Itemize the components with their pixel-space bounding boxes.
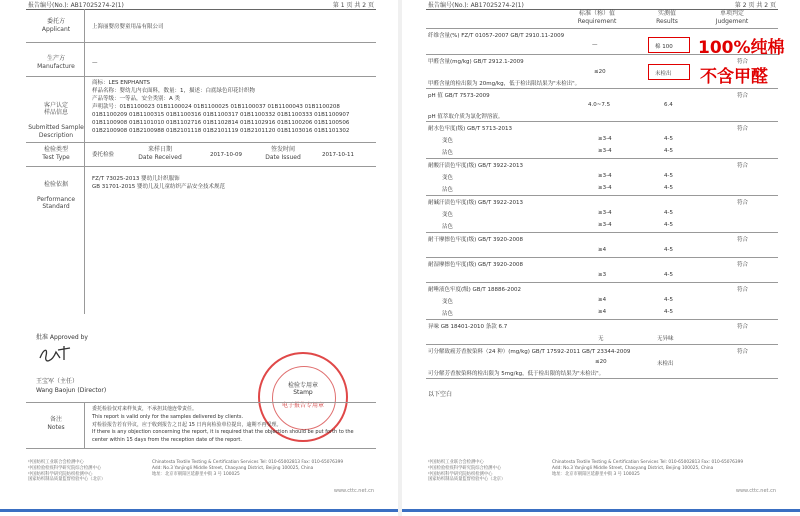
notes-divider <box>84 402 85 448</box>
divider <box>426 257 778 258</box>
row-fiber-result: 棉 100 <box>655 44 673 50</box>
report-number: 报告编号(No.): AB17025274-2(1) <box>428 2 524 9</box>
sub-label: 变色 <box>442 175 454 181</box>
signature <box>38 344 74 368</box>
sub-result: 4-5 <box>664 247 673 253</box>
label-column-divider <box>84 9 85 314</box>
sub-label: 沾色 <box>442 150 454 156</box>
divider <box>426 28 778 29</box>
report-page-2 <box>402 0 800 516</box>
divider <box>426 282 778 283</box>
director-name: 王宝军（主任） Wang Baojun (Director) <box>36 378 107 394</box>
sub-req: ≥3-4 <box>598 222 612 228</box>
footer-logo: www.cttc.net.cn <box>735 488 776 494</box>
sample-line: 产品等级：一等品，安全类别：A 类 <box>92 95 181 102</box>
sub-label: 沾色 <box>442 311 454 317</box>
sub-req: ≥3-4 <box>598 210 612 216</box>
footer-contact: Chinatesta Textile Testing & Certification Services Tel: 010-65002813 Fax: 010-65076399 Add: No.3 Yanjingli Middle Street, Chaoyang District, Beijing 100025, China 地址：北京市朝阳区延静里中街 3 号 100025 <box>552 460 744 477</box>
row-saliva-item: 耐唾液色牢度(级) GB/T 18886-2002 <box>428 287 522 293</box>
footer-bar <box>0 509 398 512</box>
sub-req: ≥4 <box>598 247 607 253</box>
sample-line: 商标：LES ENPHANTS <box>92 80 151 86</box>
row-formaldehyde-result: 未检出 <box>655 71 672 77</box>
sample-description <box>92 80 382 136</box>
sub-result: 4-5 <box>664 173 673 179</box>
standard-line: FZ/T 73025-2013 婴幼儿针织服饰 <box>92 176 180 182</box>
sub-result: 4-5 <box>664 136 673 142</box>
row-formaldehyde-item: 甲醛含量(mg/kg) GB/T 2912.1-2009 <box>428 59 524 65</box>
row-odor-item: 异味 GB 18401-2010 条款 6.7 <box>428 324 508 330</box>
sub-req: ≥3-4 <box>598 173 612 179</box>
manufacturer-value: — <box>92 60 98 66</box>
row-formaldehyde-note: 甲醛含量的检出限为 20mg/kg，低于检出限结果为"未检出"。 <box>428 81 581 87</box>
row-formaldehyde-req: ≤20 <box>594 69 606 75</box>
sample-line: 01B2100908 01B2100988 01B2101118 01B2101119 01B2101120 01B1103016 01B1101302 <box>92 127 350 134</box>
sub-label: 变色 <box>442 138 454 144</box>
divider <box>426 378 778 379</box>
sample-line: 01B1100908 01B1101010 01B1102716 01B1102814 01B1102916 01B1100206 01B1100506 <box>92 119 350 126</box>
test-type-label: 检验类型 Test Type <box>42 146 70 161</box>
row-ph-req: 4.0~7.5 <box>588 102 611 108</box>
row-odor-judge: 符合 <box>737 324 749 330</box>
standard-label: 检验依据 Performance Standard <box>36 180 76 210</box>
row-dry-rub-judge: 符合 <box>737 237 749 243</box>
footer-contact: Chinatesta Textile Testing & Certification Services Tel: 010-65002813 Fax: 010-65076399 Add: No.3 Yanjingli Middle Street, Chaoyang District, Beijing 100025, China 地址：北京市朝阳区延静里中街 3 号 100025 <box>152 460 344 477</box>
divider <box>26 402 376 403</box>
date-received-label: 来样日期 Date Received <box>138 146 182 161</box>
sub-result: 4-5 <box>664 185 673 191</box>
row-ph-note: pH 值萃取介质为氯化钾溶液。 <box>428 114 504 120</box>
applicant-value: 上海丽婴房婴童用品有限公司 <box>92 24 164 30</box>
sub-label: 沾色 <box>442 224 454 230</box>
col-results: 实测值 Results <box>656 10 678 25</box>
row-ph-judge: 符合 <box>737 93 749 99</box>
divider <box>26 166 376 167</box>
sub-req: ≥3 <box>598 272 607 278</box>
row-dry-rub-item: 耐干摩擦色牢度(级) GB/T 3920-2008 <box>428 237 524 243</box>
sub-result: 4-5 <box>664 309 673 315</box>
divider <box>426 121 778 122</box>
standard-line: GB 31701-2015 婴幼儿及儿童纺织产品安全技术规范 <box>92 183 226 190</box>
row-wet-rub-judge: 符合 <box>737 262 749 268</box>
col-requirement: 标准（称）值 Requirement <box>577 10 617 25</box>
footer-orgs: 中国纺织工业联合会检测中心 中国检验检疫科学研究院综合检测中心 中国纺织科学研究院纺织检测中心 国家纺织制品质量监督检验中心（北京） <box>428 460 506 483</box>
row-odor-req: 无 <box>598 336 604 342</box>
row-fiber-req: — <box>592 42 598 48</box>
row-water-judge: 符合 <box>737 126 749 132</box>
stamp-label: 检验专用章 Stamp <box>287 382 318 396</box>
row-saliva-judge: 符合 <box>737 287 749 293</box>
row-azo-judge: 符合 <box>737 349 749 355</box>
sub-req: ≥3-4 <box>598 185 612 191</box>
row-fiber-item: 纤维含量(%) FZ/T 01057-2007 GB/T 2910.11-2009 <box>428 33 565 39</box>
test-type-value: 委托检验 <box>92 152 115 158</box>
notes-label: 备注 Notes <box>47 416 65 431</box>
divider <box>26 76 376 77</box>
row-alkali-judge: 符合 <box>737 200 749 206</box>
highlight-formaldehyde-box <box>648 64 690 80</box>
divider <box>26 142 376 143</box>
row-azo-result: 未检出 <box>657 361 674 367</box>
sample-line: 样品名称：婴幼儿内衣面料，数量：1，描述：白底绿色印花针织物 <box>92 87 256 94</box>
row-odor-result: 无异味 <box>657 336 674 342</box>
page-number: 第 1 页 共 2 页 <box>332 2 374 9</box>
sub-result: 4-5 <box>664 297 673 303</box>
annotation-no-formaldehyde: 不含甲醛 <box>700 67 768 87</box>
report-page-1 <box>0 0 398 516</box>
row-formaldehyde-judge: 符合 <box>737 59 749 65</box>
footer-orgs: 中国纺织工业联合会检测中心 中国检验检疫科学研究院综合检测中心 中国纺织科学研究院纺织检测中心 国家纺织制品质量监督检验中心（北京） <box>28 460 106 483</box>
date-issued-value: 2017-10-11 <box>322 152 354 158</box>
sub-result: 4-5 <box>664 222 673 228</box>
row-water-item: 耐水色牢度(级) GB/T 5713-2013 <box>428 126 513 132</box>
approved-by-label: 批准 Approved by <box>36 334 88 341</box>
sub-label: 沾色 <box>442 187 454 193</box>
divider <box>26 448 376 449</box>
sample-line: 01B1100209 01B1100315 01B1100316 01B1100317 01B1100332 01B1100333 01B1100907 <box>92 111 350 118</box>
sub-req: ≥4 <box>598 297 607 303</box>
row-acid-item: 耐酸汗渍色牢度(级) GB/T 3922-2013 <box>428 163 524 169</box>
report-number: 报告编号(No.): AB17025274-2(1) <box>28 2 124 9</box>
annotation-100-cotton: 100%纯棉 <box>698 38 785 58</box>
page-number: 第 2 页 共 2 页 <box>734 2 776 9</box>
sub-label: 变色 <box>442 212 454 218</box>
stamp-text: 电子报告专用章 <box>281 402 324 409</box>
divider <box>426 158 778 159</box>
sub-result: 4-5 <box>664 272 673 278</box>
sub-req: ≥3-4 <box>598 148 612 154</box>
row-ph-item: pH 值 GB/T 7573-2009 <box>428 93 490 99</box>
sub-result: 4-5 <box>664 148 673 154</box>
row-wet-rub-item: 耐湿摩擦色牢度(级) GB/T 3920-2008 <box>428 262 524 268</box>
divider <box>426 195 778 196</box>
sub-label: 变色 <box>442 299 454 305</box>
col-judgement: 单项判定 Judgement <box>715 10 749 25</box>
sub-req: ≥4 <box>598 309 607 315</box>
date-received-value: 2017-10-09 <box>210 152 242 158</box>
divider <box>426 232 778 233</box>
footer-bar <box>402 509 800 512</box>
manufacturer-label: 生产方 Manufacture <box>37 55 75 70</box>
divider <box>426 344 778 345</box>
divider <box>26 42 376 43</box>
divider <box>426 88 778 89</box>
notes-text: 委托检验仅对来样负责，不承担其他连带责任。 This report is valid only for the samples delivered by clients. 对检验报告若有异议，应于收到报告之日起 15 日内向检验单位提出，逾期不再受理。 If there is any objection concerning the report, it is required that the objection should be put forth to the center within 15 days from the reception date of the report. <box>92 406 354 443</box>
end-of-report: 以下空白 <box>428 391 453 398</box>
header-divider <box>26 9 376 10</box>
sub-req: ≥3-4 <box>598 136 612 142</box>
sample-description-label: 客户认定 样品信息 Submitted Sample Description <box>28 101 84 139</box>
footer-logo: www.cttc.net.cn <box>333 488 374 494</box>
date-issued-label: 签发时间 Date Issued <box>265 146 301 161</box>
row-azo-item: 可分解致癌芳香胺染料（24 种）(mg/kg) GB/T 17592-2011 GB/T 23344-2009 <box>428 349 631 355</box>
row-acid-judge: 符合 <box>737 163 749 169</box>
sub-result: 4-5 <box>664 210 673 216</box>
applicant-label: 委托方 Applicant <box>41 18 71 33</box>
row-azo-req: ≤20 <box>595 359 607 365</box>
divider <box>426 54 778 55</box>
highlight-fiber-box <box>648 37 690 53</box>
row-ph-result: 6.4 <box>664 102 673 108</box>
sample-line: 声明款号：01B1100023 01B1100024 01B1100025 01B1100037 01B1100043 01B1100208 <box>92 103 340 110</box>
divider <box>426 319 778 320</box>
row-azo-note: 可分解芳香胺染料的检出限为 5mg/kg，低于检出限的结果为"未检出"。 <box>428 371 605 377</box>
standard-values <box>92 176 225 192</box>
row-alkali-item: 耐碱汗渍色牢度(级) GB/T 3922-2013 <box>428 200 524 206</box>
